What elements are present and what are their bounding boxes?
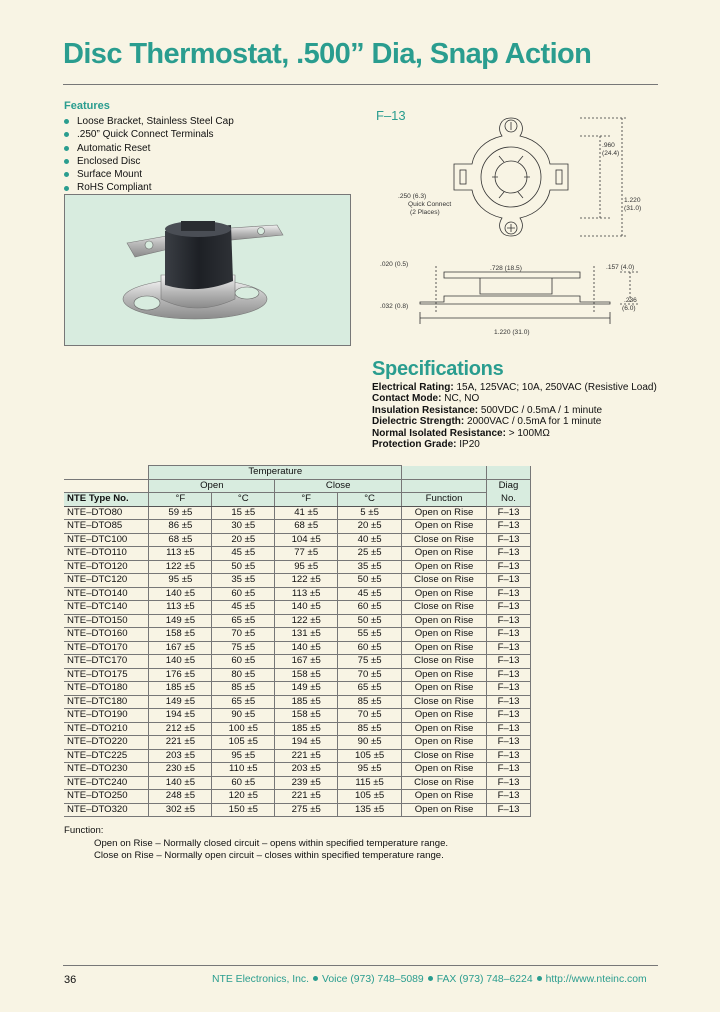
open-c-cell: 85 ±5 [212,682,275,696]
diag-cell: F–13 [487,574,531,588]
type-cell: NTE–DTO210 [64,722,149,736]
open-c-cell: 95 ±5 [212,749,275,763]
type-cell: NTE–DTC170 [64,655,149,669]
side-terminal [444,272,580,278]
close-f-cell: 167 ±5 [275,655,338,669]
table-row [64,763,531,777]
close-c-cell: 20 ±5 [338,520,402,534]
function-cell: Open on Rise [402,520,487,534]
fax-number: FAX (973) 748–6224 [436,974,533,985]
website-link[interactable]: http://www.nteinc.com [545,974,647,985]
open-c-cell: 120 ±5 [212,790,275,804]
type-cell: NTE–DTC140 [64,601,149,615]
dim-text: Quick Connect [408,201,452,208]
feature-item: Enclosed Disc [64,155,234,168]
dim-text: (24.4) [602,150,620,157]
table-row [64,601,531,615]
table-row [64,628,531,642]
diag-cell: F–13 [487,790,531,804]
close-c-cell: 85 ±5 [338,722,402,736]
bullet-icon [537,976,542,981]
type-cell: NTE–DTO175 [64,668,149,682]
function-cell: Open on Rise [402,709,487,723]
open-f-cell: 149 ±5 [149,614,212,628]
function-cell: Open on Rise [402,547,487,561]
type-cell: NTE–DTC180 [64,695,149,709]
function-cell: Open on Rise [402,682,487,696]
open-c-cell: 45 ±5 [212,601,275,615]
diag-cell: F–13 [487,587,531,601]
close-f-cell: 203 ±5 [275,763,338,777]
disc-outer [481,147,541,207]
close-c-cell: 95 ±5 [338,763,402,777]
voice-number: Voice (973) 748–5089 [322,974,424,985]
open-c-cell: 60 ±5 [212,655,275,669]
close-f-cell: 77 ±5 [275,547,338,561]
function-cell: Open on Rise [402,641,487,655]
close-c-cell: 135 ±5 [338,803,402,817]
open-f-cell: 140 ±5 [149,587,212,601]
type-cell: NTE–DTC240 [64,776,149,790]
open-f-cell: 149 ±5 [149,695,212,709]
open-c-cell: 60 ±5 [212,776,275,790]
diag-cell: F–13 [487,709,531,723]
function-cell: Close on Rise [402,695,487,709]
function-cell: Open on Rise [402,587,487,601]
type-cell: NTE–DTO80 [64,506,149,520]
type-cell: NTE–DTO320 [64,803,149,817]
function-cell: Open on Rise [402,803,487,817]
diag-cell: F–13 [487,601,531,615]
disc-inner [495,161,527,193]
close-f-cell: 185 ±5 [275,695,338,709]
open-f-cell: 86 ±5 [149,520,212,534]
function-cell: Open on Rise [402,790,487,804]
open-c-cell: 105 ±5 [212,736,275,750]
bullet-icon [64,146,69,151]
open-c-cell: 110 ±5 [212,763,275,777]
type-cell: NTE–DTO170 [64,641,149,655]
close-c-cell: 55 ±5 [338,628,402,642]
close-f-cell: 221 ±5 [275,790,338,804]
table-row [64,776,531,790]
product-photo [64,194,351,346]
close-f-cell: 113 ±5 [275,587,338,601]
table-row [64,520,531,534]
feature-item: .250” Quick Connect Terminals [64,128,234,141]
type-cell: NTE–DTC100 [64,533,149,547]
dim-text: .728 (18.5) [490,265,522,272]
table-row [64,614,531,628]
close-f-cell: 95 ±5 [275,560,338,574]
close-f-cell: 131 ±5 [275,628,338,642]
bullet-icon [64,132,69,137]
close-c-cell: 115 ±5 [338,776,402,790]
specifications-heading: Specifications [372,358,504,380]
open-f-cell: 140 ±5 [149,776,212,790]
table-row [64,506,531,520]
close-header: Close [275,479,402,493]
open-c-cell: 65 ±5 [212,614,275,628]
close-f-cell: 239 ±5 [275,776,338,790]
table-row [64,641,531,655]
function-cell: Close on Rise [402,574,487,588]
table-row [64,560,531,574]
table-row [64,695,531,709]
type-cell: NTE–DTO190 [64,709,149,723]
table-row [64,547,531,561]
dim-text: .032 (0.8) [380,303,409,310]
open-f-cell: 302 ±5 [149,803,212,817]
dim-text: 1.220 (31.0) [494,329,530,336]
close-f-cell: 149 ±5 [275,682,338,696]
diag-cell: F–13 [487,749,531,763]
dim-text: .157 (4.0) [606,264,635,271]
close-f-cell: 104 ±5 [275,533,338,547]
diag-cell: F–13 [487,547,531,561]
table-row [64,722,531,736]
function-cell: Close on Rise [402,655,487,669]
title-divider [63,84,658,85]
open-c-cell: 50 ±5 [212,560,275,574]
spec-row: Normal Isolated Resistance: > 100MΩ [372,427,550,439]
function-cell: Open on Rise [402,763,487,777]
close-c-cell: 105 ±5 [338,790,402,804]
function-cell: Close on Rise [402,601,487,615]
type-cell: NTE–DTO160 [64,628,149,642]
function-cell: Open on Rise [402,560,487,574]
diagram-label: F–13 [376,108,406,123]
dim-text: (6.0) [622,305,636,312]
open-c-cell: 75 ±5 [212,641,275,655]
close-f-header: °F [275,493,338,507]
open-f-cell: 113 ±5 [149,601,212,615]
function-header: Function [402,493,487,507]
table-row [64,655,531,669]
dim-text: .020 (0.5) [380,261,409,268]
open-f-cell: 140 ±5 [149,655,212,669]
open-c-cell: 30 ±5 [212,520,275,534]
close-f-cell: 194 ±5 [275,736,338,750]
type-cell: NTE–DTO230 [64,763,149,777]
diag-cell: F–13 [487,776,531,790]
close-f-cell: 185 ±5 [275,722,338,736]
type-cell: NTE–DTO180 [64,682,149,696]
function-cell: Close on Rise [402,749,487,763]
close-f-cell: 275 ±5 [275,803,338,817]
close-c-cell: 45 ±5 [338,587,402,601]
close-f-cell: 122 ±5 [275,614,338,628]
diag-cell: F–13 [487,722,531,736]
open-c-cell: 100 ±5 [212,722,275,736]
function-cell: Close on Rise [402,533,487,547]
close-c-header: °C [338,493,402,507]
function-heading: Function: [64,825,104,836]
type-cell: NTE–DTO110 [64,547,149,561]
table-row [64,736,531,750]
close-f-cell: 68 ±5 [275,520,338,534]
dimension-drawing [380,112,660,348]
table-row [64,682,531,696]
diag-cell: F–13 [487,560,531,574]
open-f-cell: 122 ±5 [149,560,212,574]
footer-contact [212,974,647,985]
table-row [64,790,531,804]
dim-text: (31.0) [624,205,642,212]
close-c-cell: 65 ±5 [338,682,402,696]
open-header: Open [149,479,275,493]
diag-cell: F–13 [487,614,531,628]
function-cell: Close on Rise [402,776,487,790]
close-c-cell: 25 ±5 [338,547,402,561]
open-f-cell: 59 ±5 [149,506,212,520]
function-cell: Open on Rise [402,614,487,628]
open-f-cell: 158 ±5 [149,628,212,642]
function-cell: Open on Rise [402,668,487,682]
open-f-cell: 212 ±5 [149,722,212,736]
open-c-cell: 15 ±5 [212,506,275,520]
bullet-icon [428,976,433,981]
type-cell: NTE–DTO150 [64,614,149,628]
close-c-cell: 90 ±5 [338,736,402,750]
table-row [64,803,531,817]
close-c-cell: 40 ±5 [338,533,402,547]
close-f-cell: 140 ±5 [275,641,338,655]
thermostat-table [64,465,531,817]
close-f-cell: 140 ±5 [275,601,338,615]
diag-cell: F–13 [487,668,531,682]
open-f-cell: 230 ±5 [149,763,212,777]
diag-cell: F–13 [487,641,531,655]
diag-cell: F–13 [487,655,531,669]
table-row [64,749,531,763]
close-c-cell: 35 ±5 [338,560,402,574]
open-c-cell: 80 ±5 [212,668,275,682]
dim-text: (2 Places) [410,209,440,216]
open-f-cell: 167 ±5 [149,641,212,655]
spec-row: Contact Mode: NC, NO [372,393,480,405]
close-f-cell: 158 ±5 [275,709,338,723]
open-f-cell: 68 ±5 [149,533,212,547]
type-cell: NTE–DTO140 [64,587,149,601]
type-cell: NTE–DTO250 [64,790,149,804]
close-c-cell: 70 ±5 [338,709,402,723]
table-row [64,587,531,601]
open-c-cell: 90 ±5 [212,709,275,723]
features-list [64,115,234,195]
function-note: Close on Rise – Normally open circuit – closes within specified temperature range. [94,850,444,862]
open-c-header: °C [212,493,275,507]
open-c-cell: 150 ±5 [212,803,275,817]
open-f-cell: 176 ±5 [149,668,212,682]
page-title: Disc Thermostat, .500” Dia, Snap Action [63,38,592,70]
open-f-cell: 113 ±5 [149,547,212,561]
close-f-cell: 158 ±5 [275,668,338,682]
diag-header: Diag No. [487,479,531,506]
table-row [64,668,531,682]
open-c-cell: 60 ±5 [212,587,275,601]
close-c-cell: 85 ±5 [338,695,402,709]
company-name: NTE Electronics, Inc. [212,974,310,985]
open-f-cell: 248 ±5 [149,790,212,804]
open-c-cell: 45 ±5 [212,547,275,561]
open-f-cell: 194 ±5 [149,709,212,723]
diag-cell: F–13 [487,533,531,547]
dim-text: .236 [624,297,637,304]
function-cell: Open on Rise [402,506,487,520]
function-cell: Open on Rise [402,736,487,750]
diag-cell: F–13 [487,695,531,709]
footer-divider [63,965,658,966]
type-header: NTE Type No. [64,493,149,507]
page-number: 36 [64,974,77,986]
close-f-cell: 122 ±5 [275,574,338,588]
bullet-icon [313,976,318,981]
dim-text: .250 (6.3) [398,193,427,200]
table-row [64,533,531,547]
open-c-cell: 20 ±5 [212,533,275,547]
diag-cell: F–13 [487,520,531,534]
close-c-cell: 50 ±5 [338,574,402,588]
bullet-icon [64,172,69,177]
type-cell: NTE–DTO120 [64,560,149,574]
bullet-icon [64,159,69,164]
type-cell: NTE–DTO220 [64,736,149,750]
spec-row: Dielectric Strength: 2000VAC / 0.5mA for 1 minute [372,416,602,428]
spec-row: Electrical Rating: 15A, 125VAC; 10A, 250VAC (Resistive Load) [372,382,657,393]
open-f-header: °F [149,493,212,507]
bullet-icon [64,119,69,124]
spec-row: Insulation Resistance: 500VDC / 0.5mA / 1 minute [372,404,603,416]
open-f-cell: 203 ±5 [149,749,212,763]
function-cell: Open on Rise [402,722,487,736]
type-cell: NTE–DTC120 [64,574,149,588]
feature-item: Automatic Reset [64,142,234,155]
table-row [64,709,531,723]
open-c-cell: 35 ±5 [212,574,275,588]
feature-item: Surface Mount [64,168,234,181]
table-row [64,574,531,588]
dim-text: .960 [602,142,615,149]
function-note: Open on Rise – Normally closed circuit – opens within specified temperature range. [94,837,449,849]
diag-cell: F–13 [487,763,531,777]
type-cell: NTE–DTC225 [64,749,149,763]
feature-item: RoHS Compliant [64,181,234,194]
close-c-cell: 5 ±5 [338,506,402,520]
close-c-cell: 75 ±5 [338,655,402,669]
open-f-cell: 185 ±5 [149,682,212,696]
dim-text: 1.220 [624,197,641,204]
close-c-cell: 50 ±5 [338,614,402,628]
diag-cell: F–13 [487,628,531,642]
close-f-cell: 221 ±5 [275,749,338,763]
open-c-cell: 65 ±5 [212,695,275,709]
type-cell: NTE–DTO85 [64,520,149,534]
feature-item: Loose Bracket, Stainless Steel Cap [64,115,234,128]
open-c-cell: 70 ±5 [212,628,275,642]
close-f-cell: 41 ±5 [275,506,338,520]
close-c-cell: 70 ±5 [338,668,402,682]
features-heading: Features [64,100,110,112]
thermostat-illustration [65,195,351,346]
bullet-icon [64,186,69,191]
diag-cell: F–13 [487,682,531,696]
close-c-cell: 60 ±5 [338,641,402,655]
close-c-cell: 105 ±5 [338,749,402,763]
diag-cell: F–13 [487,736,531,750]
specifications-list [372,382,657,450]
function-cell: Open on Rise [402,628,487,642]
open-f-cell: 221 ±5 [149,736,212,750]
open-f-cell: 95 ±5 [149,574,212,588]
diag-cell: F–13 [487,803,531,817]
diag-cell: F–13 [487,506,531,520]
close-c-cell: 60 ±5 [338,601,402,615]
bracket-outline [454,118,568,236]
table-body [64,506,531,817]
spec-row: Protection Grade: IP20 [372,439,480,451]
function-notes [64,825,448,863]
temperature-header: Temperature [149,466,402,480]
